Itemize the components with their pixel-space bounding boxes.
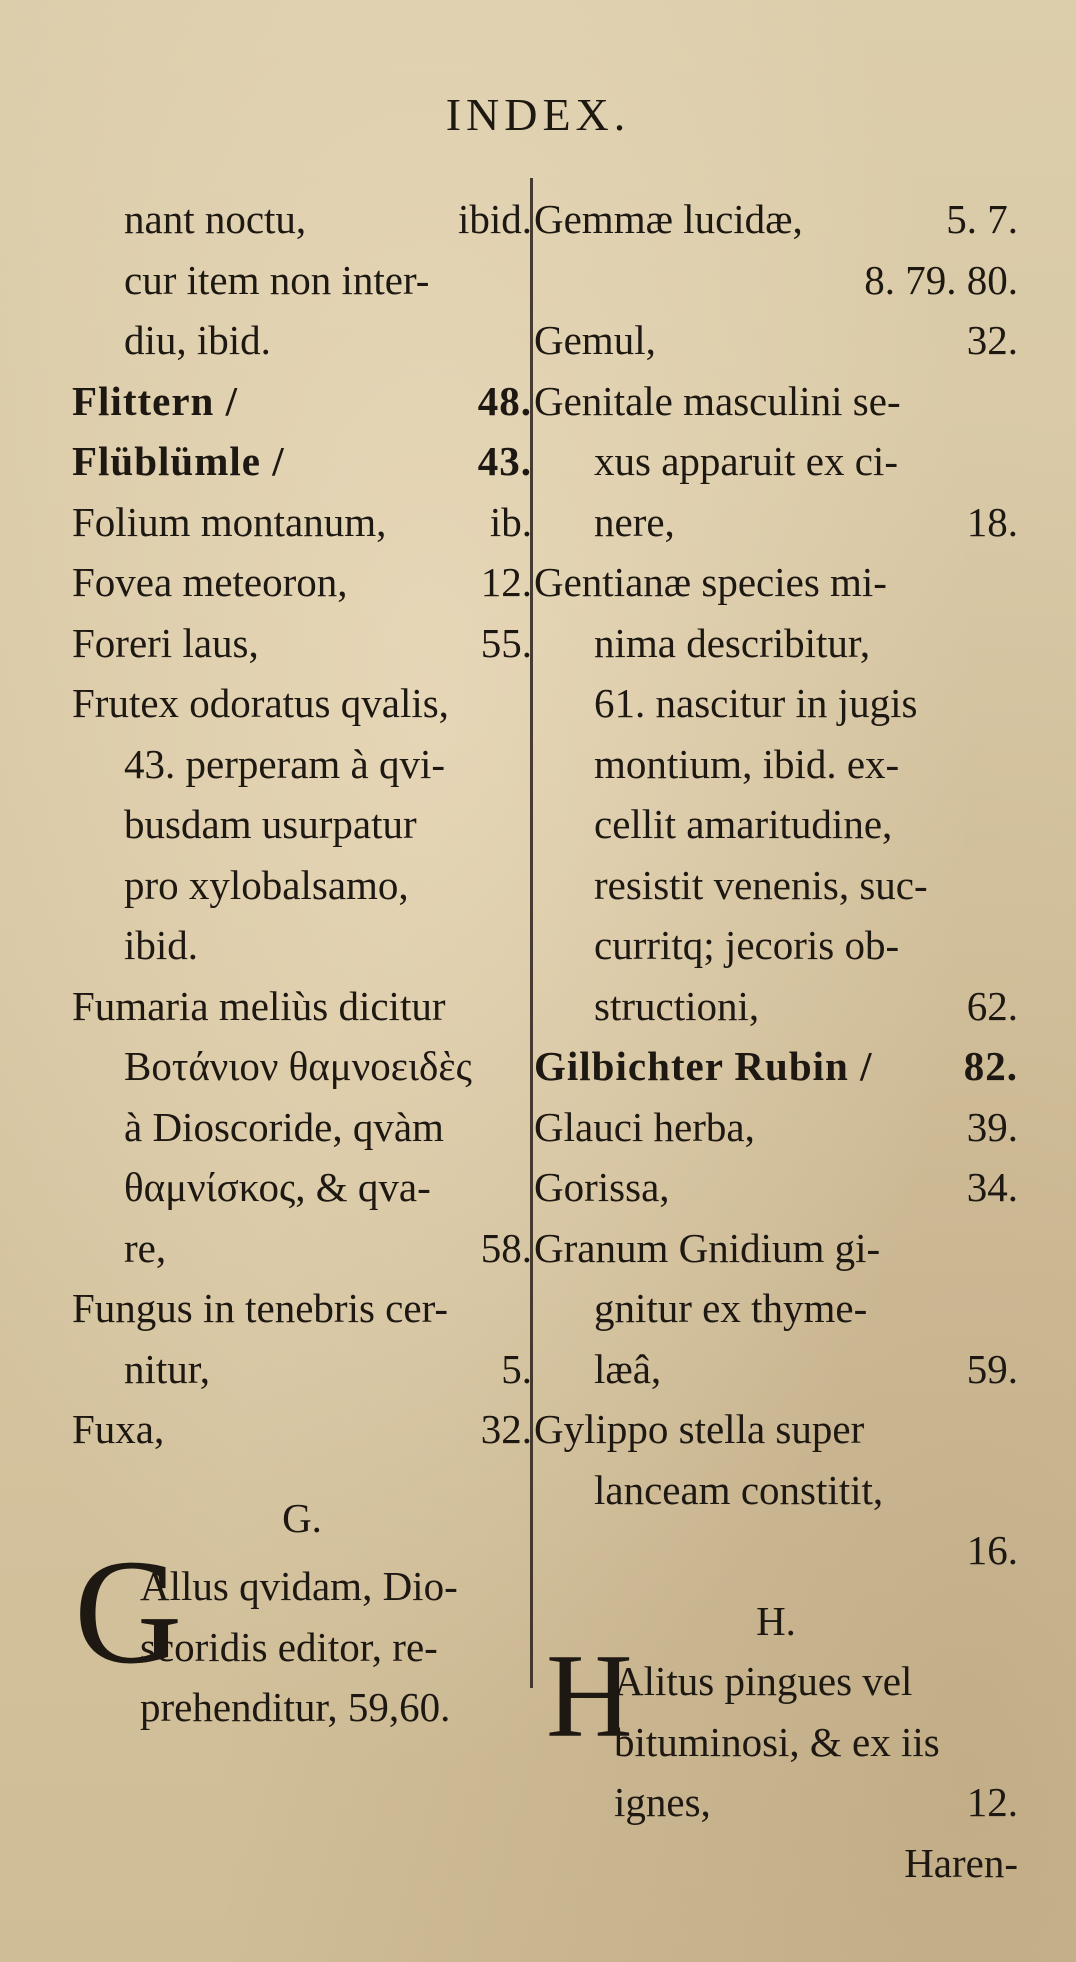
entry-text: scoridis editor, re- [140, 1623, 438, 1670]
index-entry-line [72, 1330, 532, 1390]
entry-text: Βοτάνιον θαμνοειδὲς [124, 1043, 472, 1089]
entry-text: nitur, [124, 1345, 211, 1392]
entry-text: Gemmæ lucidæ, [534, 196, 803, 242]
index-entry-line [72, 362, 532, 422]
index-entry-line [534, 1209, 1018, 1269]
page-reference: 32. [480, 1406, 532, 1452]
index-entry-line [140, 1668, 532, 1728]
index-entry-line [72, 301, 532, 361]
index-entry-line [534, 664, 1018, 724]
entry-text: Gilbichter Rubin / [534, 1043, 873, 1089]
index-entry-line [534, 1088, 1018, 1148]
index-entry-line [140, 1547, 532, 1607]
entry-text: cur item non inter- [124, 256, 430, 303]
catchword-line [534, 1824, 1018, 1884]
entry-text: curritq; jecoris ob- [594, 922, 900, 968]
entry-text: xus apparuit ex ci- [594, 438, 898, 484]
entry-text: lanceam constitit, [594, 1466, 884, 1513]
entry-text: Frutex odoratus qvalis, [72, 680, 449, 726]
index-entry-line [72, 604, 532, 664]
index-entry-line [72, 1148, 532, 1208]
entry-text: Gylippo stella super [534, 1406, 865, 1452]
page-reference: 12. [480, 559, 532, 605]
page-reference: 48. [477, 377, 532, 424]
page-reference: 55. [480, 619, 532, 666]
entry-text: Foreri laus, [72, 619, 259, 666]
index-entry-line [72, 1209, 532, 1269]
entry-text: à Dioscoride, qvàm [124, 1103, 444, 1150]
index-entry-line [72, 1269, 532, 1329]
index-entry-line [534, 543, 1018, 603]
index-entry-line [534, 180, 1018, 240]
section-heading-g: G. [282, 1494, 322, 1541]
entry-text: resistit venenis, suc- [594, 861, 928, 908]
entry-text: Granum Gnidium gi- [534, 1224, 881, 1271]
page-reference: 16. [966, 1527, 1018, 1573]
entry-text: Flüblümle / [72, 438, 285, 484]
index-entry-line [72, 664, 532, 724]
page-reference: 18. [966, 498, 1018, 545]
index-entry-line [534, 906, 1018, 966]
index-entry-line [72, 1027, 532, 1087]
index-entry-line [534, 1148, 1018, 1208]
entry-text: θαμνίσκος, & qva- [124, 1164, 431, 1210]
entry-text: Flittern / [72, 377, 238, 424]
entry-text: Fumaria meliùs dicitur [72, 982, 446, 1029]
index-entry-line [534, 362, 1018, 422]
entry-text: structioni, [594, 982, 760, 1029]
entry-text: 61. nascitur in jugis [594, 680, 918, 726]
page-reference: 5. 7. [946, 196, 1018, 242]
index-entry-line [72, 180, 532, 240]
entry-text: Gemul, [534, 317, 656, 363]
entry-text: busdam usurpatur [124, 801, 417, 847]
index-entry-line [534, 1451, 1018, 1511]
index-entry-line [72, 422, 532, 482]
entry-text: Fuxa, [72, 1406, 165, 1452]
page-reference: 34. [966, 1164, 1018, 1210]
index-entry-line [72, 846, 532, 906]
drop-capital-g: G [74, 1529, 183, 1695]
index-entry-line [534, 483, 1018, 543]
index-entry-line [534, 785, 1018, 845]
entry-text: Gentianæ species mi- [534, 559, 887, 605]
index-entry-line [72, 906, 532, 966]
page-reference: 8. 79. 80. [864, 256, 1018, 303]
entry-text: ibid. [124, 922, 199, 968]
index-entry-line [72, 1390, 532, 1450]
entry-text: diu, ibid. [124, 317, 271, 363]
section-heading-h: H. [756, 1597, 796, 1644]
entry-text: Fungus in tenebris cer- [72, 1285, 449, 1331]
entry-text: Gorissa, [534, 1164, 670, 1210]
index-entry-line [534, 1511, 1018, 1571]
page-reference: ib. [489, 498, 532, 545]
index-entry-line [72, 543, 532, 603]
entry-text: nima describitur, [594, 619, 871, 666]
page-reference: 43. [477, 438, 532, 484]
index-entry-line [534, 604, 1018, 664]
entry-text: læâ, [594, 1345, 662, 1392]
entry-text: prehenditur, 59,60. [140, 1684, 451, 1730]
entry-text: bituminosi, & ex iis [614, 1718, 940, 1765]
index-entry-line [72, 725, 532, 785]
entry-text: pro xylobalsamo, [124, 861, 409, 908]
page-reference: 32. [966, 317, 1018, 363]
entry-text: Alitus pingues vel [614, 1658, 913, 1704]
index-entry-line [72, 967, 532, 1027]
page-header: INDEX. [445, 89, 631, 140]
index-entry-line [72, 785, 532, 845]
index-entry-line [614, 1763, 1018, 1823]
entry-text: nant noctu, [124, 196, 307, 242]
entry-text: Fovea meteoron, [72, 559, 348, 605]
page-reference: 59. [966, 1345, 1018, 1392]
index-entry-line [72, 1088, 532, 1148]
entry-text: 43. perperam à qvi- [124, 740, 446, 787]
page-reference: 82. [963, 1043, 1018, 1089]
entry-text: nere, [594, 498, 675, 545]
index-entry-line [614, 1642, 1018, 1702]
index-entry-line [534, 241, 1018, 301]
index-entry-line [534, 301, 1018, 361]
index-entry-line [534, 1330, 1018, 1390]
page-reference: 58. [480, 1224, 532, 1271]
index-entry-line [534, 725, 1018, 785]
entry-text: Folium montanum, [72, 498, 387, 545]
index-entry-line [140, 1608, 532, 1668]
index-entry-line [534, 1269, 1018, 1329]
index-entry-line [534, 846, 1018, 906]
entry-text: re, [124, 1224, 167, 1271]
page-reference: ibid. [457, 196, 532, 242]
entry-text: Glauci herba, [534, 1103, 755, 1150]
entry-text: ignes, [614, 1779, 711, 1825]
index-entry-line [534, 1390, 1018, 1450]
page-reference: 5. [501, 1345, 532, 1392]
entry-text: cellit amaritudine, [594, 801, 893, 847]
page-reference: 12. [966, 1779, 1018, 1825]
page-reference: 39. [966, 1103, 1018, 1150]
entry-text: gnitur ex thyme- [594, 1285, 868, 1331]
index-entry-line [72, 241, 532, 301]
entry-text: montium, ibid. ex- [594, 740, 900, 787]
index-entry-line [614, 1703, 1018, 1763]
entry-text: Allus qvidam, Dio- [140, 1563, 458, 1609]
index-entry-line [72, 483, 532, 543]
index-entry-line [534, 1027, 1018, 1087]
catchword: Haren- [904, 1839, 1018, 1886]
drop-capital-h: H [546, 1629, 633, 1762]
page-reference: 62. [966, 982, 1018, 1029]
entry-text: Genitale masculini se- [534, 377, 901, 424]
index-entry-line [534, 422, 1018, 482]
index-entry-line [534, 967, 1018, 1027]
